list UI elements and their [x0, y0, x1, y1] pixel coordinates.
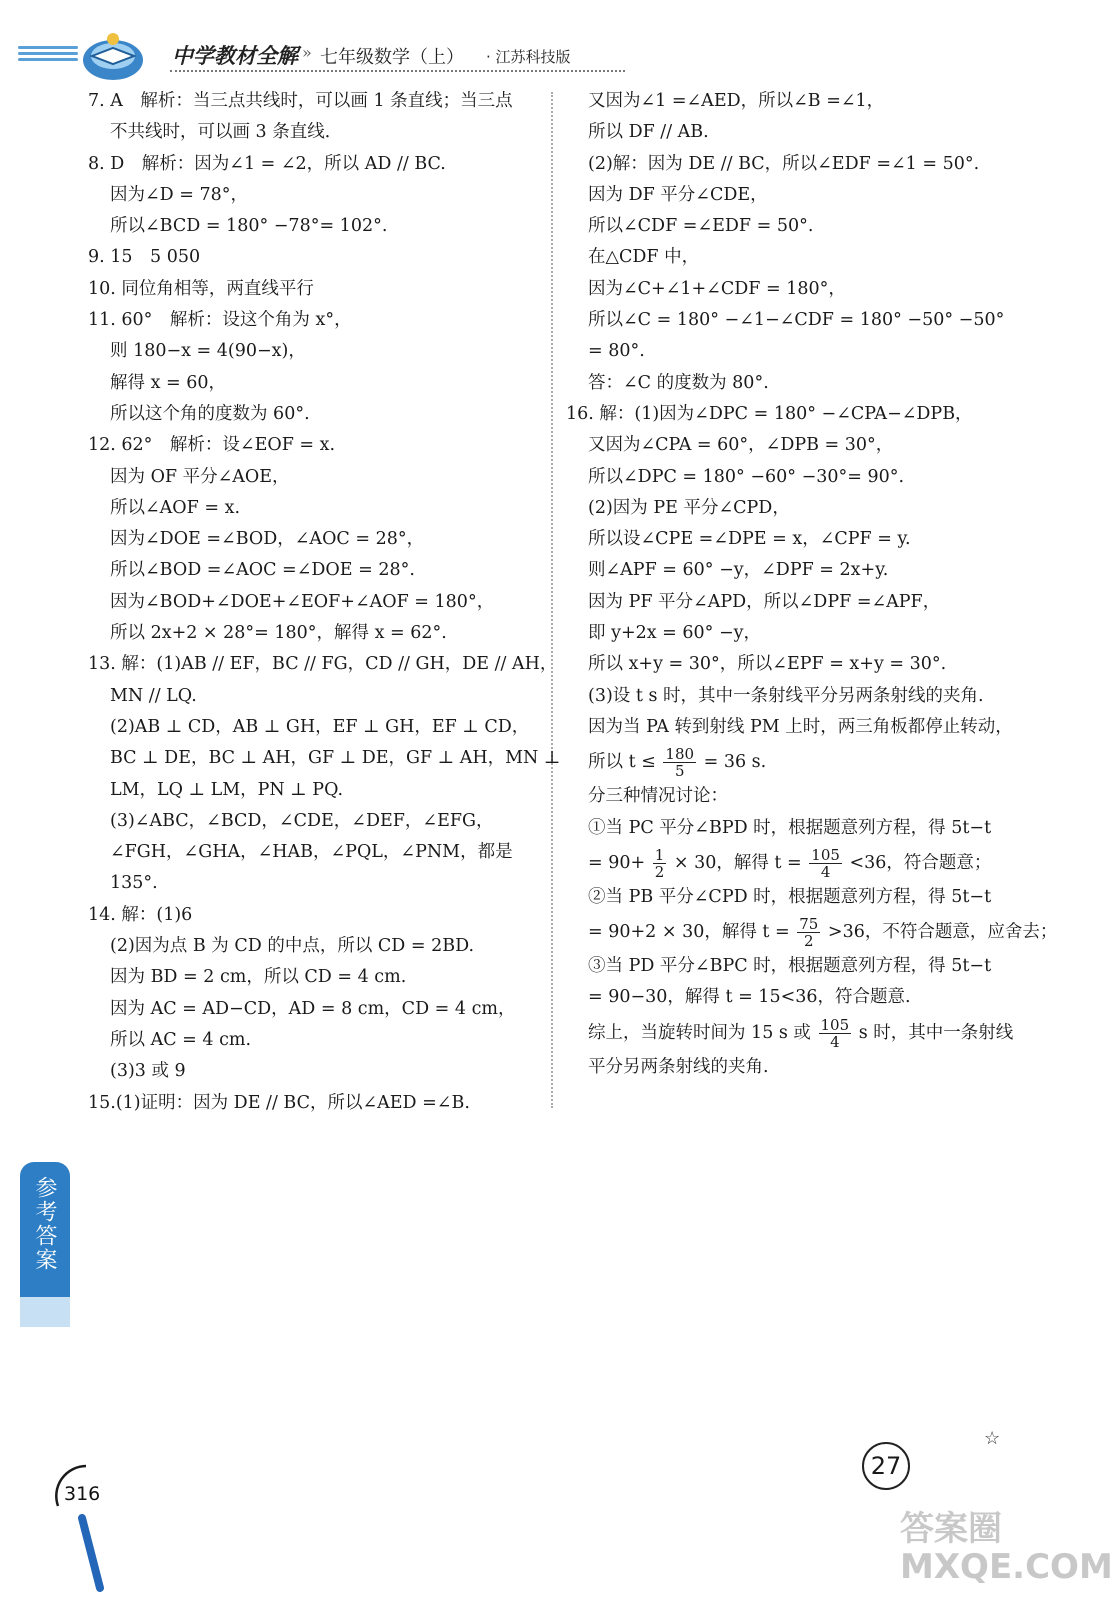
numerator: 180: [665, 745, 695, 764]
answer-line: 所以∠AOF = x.: [110, 497, 241, 518]
page-header: [0, 0, 1073, 90]
answer-line: 7. A 解析：当三点共线时，可以画 1 条直线；当三点: [88, 91, 513, 111]
answer-line: 因为∠D = 78°，: [110, 184, 249, 205]
denominator: 5: [674, 762, 685, 781]
answer-line: 则 180−x = 4(90−x)，: [110, 341, 306, 362]
answer-line: 因为∠C+∠1+∠CDF = 180°，: [588, 278, 846, 299]
denominator: 4: [830, 1032, 840, 1051]
fraction: [819, 1017, 852, 1050]
answer-line: 16. 解：(1)因为∠DPC = 180° −∠CPA−∠DPB，: [566, 403, 973, 424]
text: × 30，解得 t =: [673, 852, 802, 873]
answer-line: 所以 AC = 4 cm.: [110, 1029, 252, 1050]
series-title: 中学教材全解: [172, 44, 298, 68]
answer-line: 所以∠C = 180° −∠1−∠CDF = 180° −50° −50°: [588, 310, 1005, 331]
header-stripes: [18, 46, 78, 66]
text: s 时，其中一条射线: [858, 1022, 1014, 1043]
answer-line: 15.(1)证明：因为 DE // BC，所以∠AED =∠B.: [88, 1092, 470, 1113]
numerator: 75: [799, 915, 819, 934]
answer-line: 因为当 PA 转到射线 PM 上时，两三角板都停止转动，: [588, 716, 1013, 737]
left-column: [88, 86, 561, 1119]
answer-line: = 90−30，解得 t = 15<36，符合题意.: [588, 987, 911, 1008]
answer-line: 12. 62° 解析：设∠EOF = x.: [88, 435, 336, 456]
answer-line: 答：∠C 的度数为 80°.: [588, 372, 769, 393]
answer-line: (3)设 t s 时，其中一条射线平分另两条射线的夹角.: [588, 685, 984, 706]
answer-line: 在△CDF 中，: [588, 247, 700, 268]
answer-line: = 80°.: [588, 341, 645, 362]
answer-line: 11. 60° 解析：设这个角为 x°，: [88, 310, 352, 331]
answer-line: 因为 BD = 2 cm，所以 CD = 4 cm.: [110, 967, 407, 988]
answer-line-fraction: [566, 913, 1058, 951]
fraction: [663, 746, 696, 779]
answer-line: 所以∠DPC = 180° −60° −30°= 90°.: [588, 466, 905, 487]
book-logo-icon: [78, 26, 148, 84]
page-number: 316: [64, 1483, 101, 1505]
text: >36，不符合题意，应舍去；: [827, 922, 1058, 943]
numerator: 105: [811, 845, 840, 864]
answer-line: 因为 DF 平分∠CDE，: [588, 184, 768, 205]
answer-line: (2)解：因为 DE // BC，所以∠EDF =∠1 = 50°.: [588, 153, 980, 174]
answer-line: (2)因为点 B 为 CD 的中点，所以 CD = 2BD.: [110, 936, 475, 957]
answer-line: 9. 15 5 050: [88, 247, 201, 268]
text: = 36 s.: [703, 752, 767, 773]
answer-line: (3)3 或 9: [110, 1061, 186, 1082]
answer-line: 不共线时，可以画 3 条直线．: [110, 122, 343, 143]
answer-line-fraction: [566, 1014, 1014, 1052]
answer-line: 又因为∠1 =∠AED，所以∠B =∠1，: [588, 91, 885, 111]
text: = 90+2 × 30，解得 t =: [588, 922, 790, 943]
star-icon: ☆: [984, 1428, 1001, 1449]
book-subtitle: 七年级数学（上）: [320, 47, 464, 68]
answer-line: ∠FGH，∠GHA，∠HAB，∠PQL，∠PNM，都是: [110, 842, 513, 863]
column-divider: [551, 92, 553, 1108]
chevron-right-icon: »: [302, 43, 312, 62]
numerator: 1: [654, 845, 665, 864]
answer-line: (2)因为 PE 平分∠CPD，: [588, 497, 790, 518]
answer-line: 10. 同位角相等，两直线平行: [88, 278, 314, 299]
answer-line: 所以∠BCD = 180° −78°= 102°.: [110, 216, 388, 237]
answer-line: MN // LQ.: [110, 685, 197, 706]
answer-line: 所以∠BOD =∠AOC =∠DOE = 28°.: [110, 560, 415, 581]
denominator: 2: [654, 862, 665, 881]
answer-line: 又因为∠CPA = 60°，∠DPB = 30°，: [588, 435, 894, 456]
fraction: [653, 847, 667, 880]
answer-line: 即 y+2x = 60° −y，: [588, 623, 762, 644]
answer-line-fraction: [566, 743, 1014, 781]
answer-line: (3)∠ABC，∠BCD，∠CDE，∠DEF，∠EFG，: [110, 810, 494, 831]
watermark: 答案圈 MXQE.COM: [900, 1509, 1113, 1587]
answer-line: LM，LQ ⊥ LM，PN ⊥ PQ.: [110, 779, 344, 800]
fraction: [809, 847, 842, 880]
answer-line: 所以这个角的度数为 60°.: [110, 403, 310, 424]
denominator: 2: [804, 932, 814, 951]
text: = 90+: [588, 852, 646, 873]
answer-line: 分三种情况讨论：: [588, 786, 728, 807]
right-column: [566, 86, 1058, 1083]
answer-line: 解得 x = 60，: [110, 372, 226, 393]
side-tab-label: 参考答案: [32, 1176, 57, 1272]
answer-line: 所以 x+y = 30°，所以∠EPF = x+y = 30°.: [588, 654, 947, 675]
denominator: 4: [820, 862, 831, 881]
answer-line: BC ⊥ DE，BC ⊥ AH，GF ⊥ DE，GF ⊥ AH，MN ⊥: [110, 748, 561, 769]
answer-line: 14. 解：(1)6: [88, 904, 193, 925]
fraction: [797, 916, 820, 949]
answer-line: 因为∠DOE =∠BOD，∠AOC = 28°，: [110, 529, 425, 550]
side-tab: [20, 1162, 70, 1327]
answer-line: 因为∠BOD+∠DOE+∠EOF+∠AOF = 180°，: [110, 591, 495, 612]
header-dotted-line: [170, 70, 625, 72]
answer-line: 所以设∠CPE =∠DPE = x，∠CPF = y.: [588, 529, 911, 550]
answer-line: ①当 PC 平分∠BPD 时，根据题意列方程，得 5t−t: [588, 817, 992, 838]
answer-line: 平分另两条射线的夹角.: [588, 1056, 769, 1077]
answer-line: 所以 2x+2 × 28°= 180°，解得 x = 62°.: [110, 623, 447, 644]
answer-line: 则∠APF = 60° −y，∠DPF = 2x+y.: [588, 560, 889, 581]
answer-line: 所以 DF // AB.: [588, 122, 709, 143]
answer-line-fraction: [566, 844, 1014, 882]
text: 所以 t ≤: [588, 752, 656, 773]
section-page-number: 27: [862, 1442, 910, 1490]
answer-line: 因为 AC = AD−CD，AD = 8 cm，CD = 4 cm，: [110, 998, 516, 1019]
text: 综上，当旋转时间为 15 s 或: [588, 1022, 811, 1043]
publisher: · 江苏科技版: [486, 48, 571, 66]
answer-line: ②当 PB 平分∠CPD 时，根据题意列方程，得 5t−t: [588, 886, 992, 907]
side-tab-strip: [20, 1297, 70, 1327]
numerator: 105: [820, 1015, 850, 1034]
answer-line: 因为 OF 平分∠AOE，: [110, 466, 290, 487]
answer-line: 因为 PF 平分∠APD，所以∠DPF =∠APF，: [588, 591, 941, 612]
answer-line: 所以∠CDF =∠EDF = 50°.: [588, 216, 814, 237]
answer-line: 13. 解：(1)AB // EF，BC // FG，CD // GH，DE // AH，: [88, 654, 558, 675]
answer-line: 135°.: [110, 873, 158, 894]
answer-line: ③当 PD 平分∠BPC 时，根据题意列方程，得 5t−t: [588, 956, 992, 977]
answer-line: 8. D 解析：因为∠1 = ∠2，所以 AD // BC.: [88, 153, 446, 174]
answer-line: (2)AB ⊥ CD，AB ⊥ GH，EF ⊥ GH，EF ⊥ CD，: [110, 716, 530, 737]
text: <36，符合题意；: [849, 852, 992, 873]
magnifier-icon: [56, 1462, 116, 1592]
